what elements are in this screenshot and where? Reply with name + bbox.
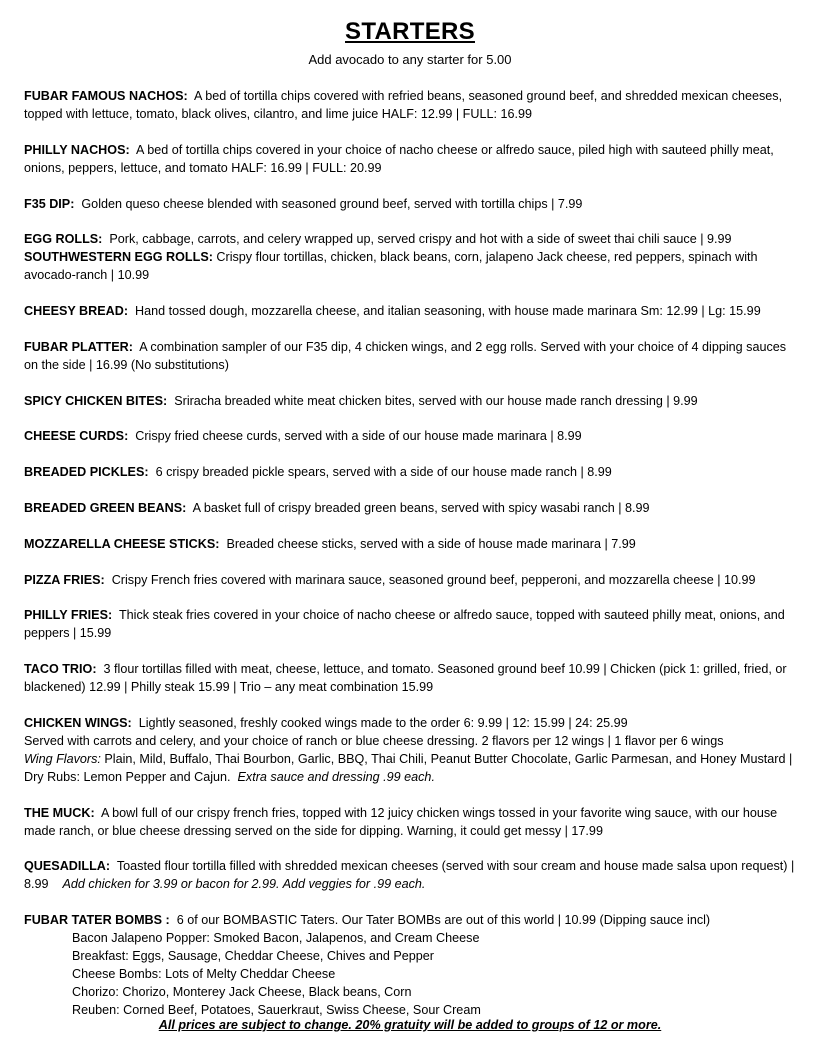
page-subtitle: Add avocado to any starter for 5.00 <box>308 52 512 67</box>
item-desc-2: Served with carrots and celery, and your choice of ranch or blue cheese dressing. 2 flavors per 12 wings | 1 flavor per 6 wings <box>24 734 724 748</box>
item-name: FUBAR FAMOUS NACHOS: <box>24 89 188 103</box>
item-name: FUBAR PLATTER: <box>24 340 133 354</box>
item-name: FUBAR TATER BOMBS : <box>24 913 170 927</box>
item-desc: Toasted flour tortilla filled with shredded mexican cheeses (served with sour cream and house made salsa upon request) | 8.99 <box>24 859 795 891</box>
menu-item-mozz-sticks <box>24 535 796 553</box>
item-extra: Add chicken for 3.99 or bacon for 2.99. Add veggies for .99 each. <box>62 877 426 891</box>
tater-option: Bacon Jalapeno Popper: Smoked Bacon, Jalapenos, and Cream Cheese <box>72 931 480 945</box>
item-desc: A combination sampler of our F35 dip, 4 chicken wings, and 2 egg rolls. Served with your choice of 4 dipping sauces on the side | 16.99 (No substitutions) <box>24 340 787 372</box>
menu-item-cheesy-bread <box>24 302 796 320</box>
wing-extra: Extra sauce and dressing .99 each. <box>237 770 435 784</box>
item-name: EGG ROLLS: <box>24 232 103 246</box>
item-name: SPICY CHICKEN BITES: <box>24 394 168 408</box>
item-desc: Golden queso cheese blended with seasoned ground beef, served with tortilla chips | 7.99 <box>81 197 583 211</box>
menu-item-pickles <box>24 463 796 481</box>
menu-item-chicken-bites <box>24 392 796 410</box>
menu-item-f35-dip <box>24 195 796 213</box>
menu-item-platter <box>24 338 796 374</box>
item-name: THE MUCK: <box>24 806 95 820</box>
menu-item-nachos <box>24 87 796 123</box>
menu-item-cheese-curds <box>24 427 796 445</box>
item-name: PHILLY FRIES: <box>24 608 113 622</box>
item-desc: 6 crispy breaded pickle spears, served with a side of our house made ranch | 8.99 <box>155 465 612 479</box>
page-title: STARTERS <box>345 18 475 45</box>
item-desc: A bed of tortilla chips covered with refried beans, seasoned ground beef, and shredded mexican cheeses, topped with lettuce, tomato, black olives, cilantro, and lime juice HALF: 12.99 | FULL: 16.99 <box>24 89 783 121</box>
tater-option: Cheese Bombs: Lots of Melty Cheddar Cheese <box>72 967 336 981</box>
menu-item-pizza-fries <box>24 571 796 589</box>
item-name: PIZZA FRIES: <box>24 573 105 587</box>
menu-item-egg-rolls <box>24 230 796 284</box>
item-name: F35 DIP: <box>24 197 75 211</box>
item-name: PHILLY NACHOS: <box>24 143 130 157</box>
item-name: CHEESY BREAD: <box>24 304 129 318</box>
item-name: TACO TRIO: <box>24 662 97 676</box>
item-desc: Breaded cheese sticks, served with a side of house made marinara | 7.99 <box>226 537 636 551</box>
item-desc: A bowl full of our crispy french fries, topped with 12 juicy chicken wings tossed in your favorite wing sauce, with our house made ranch, or blue cheese dressing served on the side for dipping. Warning, it could get messy | 17.99 <box>24 806 778 838</box>
item-desc: A basket full of crispy breaded green beans, served with spicy wasabi ranch | 8.99 <box>192 501 650 515</box>
item-desc: Crispy flour tortillas, chicken, black beans, corn, jalapeno Jack cheese, red peppers, spinach with avocado-ranch | 10.99 <box>24 250 758 282</box>
tater-option: Chorizo: Chorizo, Monterey Jack Cheese, Black beans, Corn <box>72 985 412 999</box>
item-name: QUESADILLA: <box>24 859 111 873</box>
menu-item-tater-bombs <box>24 911 796 1019</box>
item-desc: Crispy French fries covered with marinara sauce, seasoned ground beef, pepperoni, and mozzarella cheese | 10.99 <box>111 573 756 587</box>
item-desc: Thick steak fries covered in your choice of nacho cheese or alfredo sauce, topped with sauteed philly meat, onions, and peppers | 15.99 <box>24 608 785 640</box>
item-name: MOZZARELLA CHEESE STICKS: <box>24 537 220 551</box>
item-name: CHEESE CURDS: <box>24 429 129 443</box>
menu-item-philly-nachos <box>24 141 796 177</box>
tater-option: Breakfast: Eggs, Sausage, Cheddar Cheese, Chives and Pepper <box>72 949 434 963</box>
item-desc: Lightly seasoned, freshly cooked wings made to the order 6: 9.99 | 12: 15.99 | 24: 25.99 <box>138 716 628 730</box>
menu-item-quesadilla <box>24 857 796 893</box>
menu-item-muck <box>24 804 796 840</box>
item-desc: Crispy fried cheese curds, served with a side of our house made marinara | 8.99 <box>135 429 582 443</box>
item-desc: A bed of tortilla chips covered in your choice of nacho cheese or alfredo sauce, piled high with sauteed philly meat, onions, peppers, lettuce, and tomato HALF: 16.99 | FULL: 20.99 <box>24 143 774 175</box>
item-name: BREADED PICKLES: <box>24 465 149 479</box>
item-desc: 6 of our BOMBASTIC Taters. Our Tater BOMBs are out of this world | 10.99 (Dipping sauce incl) <box>176 913 711 927</box>
tater-option: Reuben: Corned Beef, Potatoes, Sauerkraut, Swiss Cheese, Sour Cream <box>72 1003 481 1017</box>
wing-flavors-label: Wing Flavors: <box>24 752 101 766</box>
item-desc: Hand tossed dough, mozzarella cheese, and italian seasoning, with house made marinara Sm: 12.99 | Lg: 15.99 <box>135 304 761 318</box>
item-name: CHICKEN WINGS: <box>24 716 132 730</box>
item-desc: Sriracha breaded white meat chicken bites, served with our house made ranch dressing | 9.99 <box>174 394 698 408</box>
menu-item-taco-trio <box>24 660 796 696</box>
item-name: BREADED GREEN BEANS: <box>24 501 187 515</box>
menu-item-green-beans <box>24 499 796 517</box>
menu-item-wings <box>24 714 796 786</box>
item-name: SOUTHWESTERN EGG ROLLS: <box>24 250 213 264</box>
wing-flavors: Plain, Mild, Buffalo, Thai Bourbon, Garlic, BBQ, Thai Chili, Peanut Butter Chocolate, Garlic Parmesan, and Honey Mustard | Dry Rubs: Lemon Pepper and Cajun. <box>24 752 793 784</box>
footer-note: All prices are subject to change. 20% gratuity will be added to groups of 12 or more. <box>158 1018 662 1032</box>
menu-item-philly-fries <box>24 606 796 642</box>
item-desc: 3 flour tortillas filled with meat, cheese, lettuce, and tomato. Seasoned ground beef 10.99 | Chicken (pick 1: grilled, fried, or blackened) 12.99 | Philly steak 15.99 | Trio – any meat combination 15.99 <box>24 662 787 694</box>
item-desc: Pork, cabbage, carrots, and celery wrapped up, served crispy and hot with a side of sweet thai chili sauce | 9.99 <box>109 232 732 246</box>
